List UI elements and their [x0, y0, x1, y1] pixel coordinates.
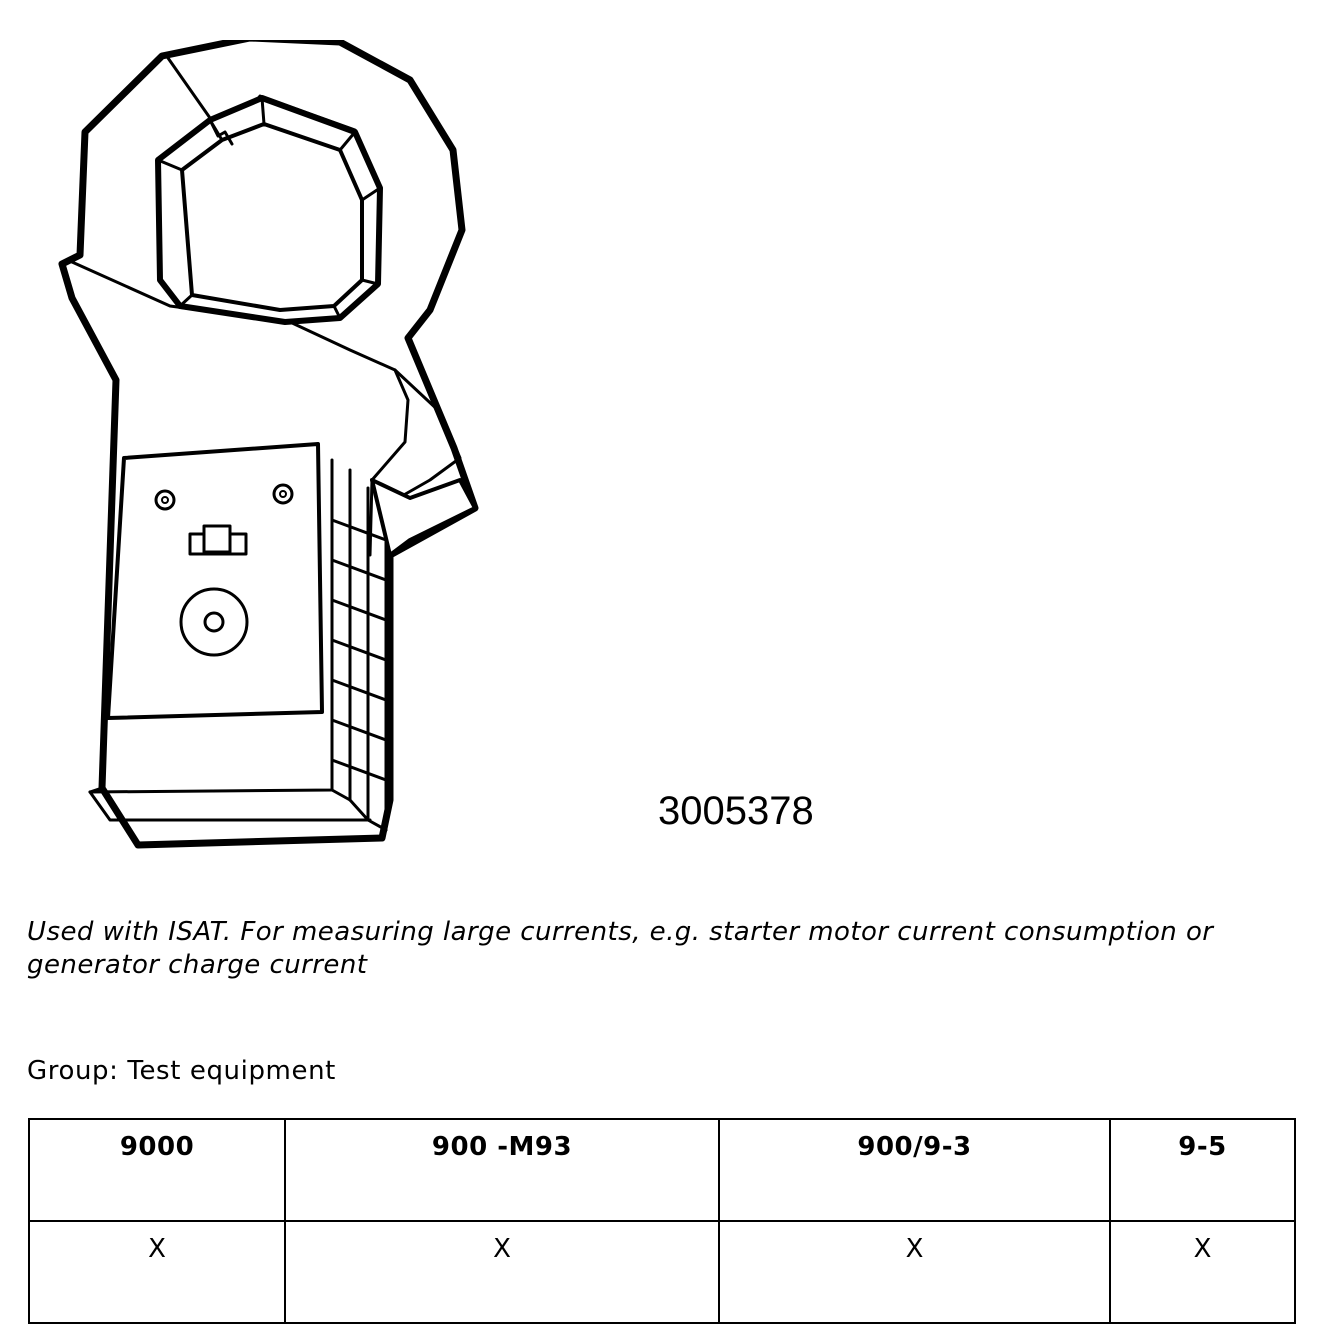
table-header-row	[29, 1119, 1295, 1221]
column-header-900-9-3: 900/9-3	[719, 1119, 1110, 1221]
group-label: Group:	[27, 1056, 119, 1086]
group-value: Test equipment	[127, 1056, 336, 1086]
cell-9-5: X	[1110, 1221, 1295, 1323]
front-panel	[108, 444, 322, 718]
jaw-opening-inner	[182, 124, 362, 310]
column-header-900-m93: 900 -M93	[285, 1119, 719, 1221]
cell-9000: X	[29, 1221, 285, 1323]
cell-900-m93: X	[285, 1221, 719, 1323]
column-header-9-5: 9-5	[1110, 1119, 1295, 1221]
part-number: 3005378	[658, 789, 814, 833]
table-row	[29, 1221, 1295, 1323]
column-header-9000: 9000	[29, 1119, 285, 1221]
group-line	[27, 1054, 336, 1088]
cell-900-9-3: X	[719, 1221, 1110, 1323]
current-clamp-illustration	[50, 40, 500, 860]
tool-description: Used with ISAT. For measuring large currents, e.g. starter motor current consumption or generator charge current	[27, 917, 1214, 980]
model-compatibility-table	[28, 1118, 1296, 1324]
